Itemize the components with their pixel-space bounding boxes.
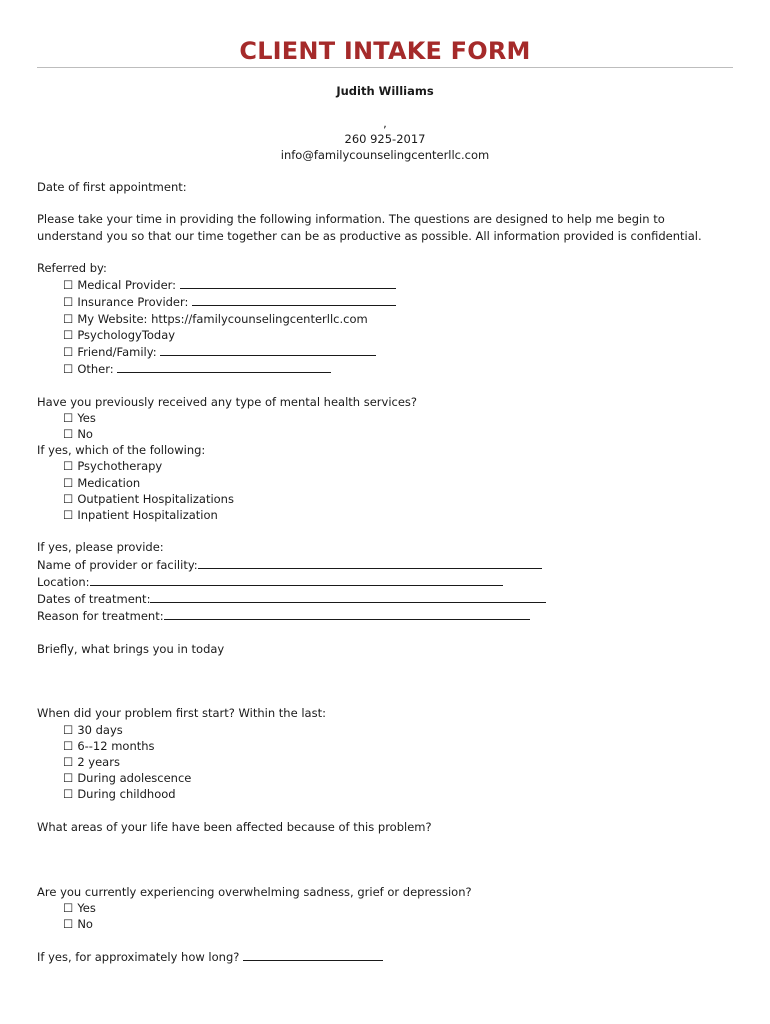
provider-name-line[interactable]	[198, 556, 542, 569]
sadness-no[interactable]: ☐ No	[63, 917, 93, 932]
location-field[interactable]: Location:	[37, 573, 733, 590]
referral-option-medical[interactable]: ☐ Medical Provider:	[37, 276, 733, 293]
prior-services-no[interactable]: ☐ No	[63, 427, 93, 441]
friend-family-line[interactable]	[160, 343, 376, 356]
prior-services-question: Have you previously received any type of mental health services?	[37, 394, 418, 409]
treatment-reason-line[interactable]	[164, 607, 530, 620]
checkbox-icon[interactable]: ☐	[63, 459, 74, 474]
checkbox-icon[interactable]: ☐	[63, 311, 74, 326]
referred-by-label: Referred by:	[37, 260, 107, 275]
checkbox-icon[interactable]: ☐	[63, 900, 74, 915]
problem-start-2-years[interactable]: ☐ 2 years	[63, 755, 120, 770]
problem-start-adolescence[interactable]: ☐ During adolescence	[63, 771, 192, 786]
areas-affected-question: What areas of your life have been affected because of this problem?	[37, 819, 432, 834]
email-address: info@familycounselingcenterllc.com	[280, 148, 490, 162]
duration-line[interactable]	[243, 948, 383, 961]
medical-provider-line[interactable]	[180, 276, 396, 289]
sadness-question: Are you currently experiencing overwhelming sadness, grief or depression?	[37, 884, 472, 899]
first-appointment-label: Date of first appointment:	[37, 180, 187, 194]
checkbox-icon[interactable]: ☐	[63, 345, 74, 359]
problem-start-question: When did your problem first start? Within the last:	[37, 706, 326, 721]
provider-name-field[interactable]: Name of provider or facility:	[37, 556, 733, 573]
treatment-dates-line[interactable]	[150, 590, 546, 603]
phone-number: 260 925-2017	[344, 132, 426, 146]
checkbox-icon[interactable]: ☐	[63, 491, 74, 506]
referral-option-other[interactable]: ☐ Other:	[37, 360, 733, 377]
checkbox-icon[interactable]: ☐	[63, 508, 74, 523]
treatment-reason-field[interactable]: Reason for treatment:	[37, 607, 733, 624]
brings-you-in-question: Briefly, what brings you in today	[37, 641, 225, 656]
service-type-followup: If yes, which of the following:	[37, 443, 206, 458]
checkbox-icon[interactable]: ☐	[63, 295, 74, 310]
referral-option-website[interactable]: ☐ My Website: https://familycounselingcenterllc.com	[63, 311, 368, 326]
checkbox-icon[interactable]: ☐	[63, 787, 74, 802]
checkbox-icon[interactable]: ☐	[63, 410, 74, 425]
form-title: CLIENT INTAKE FORM	[239, 37, 531, 65]
checkbox-icon[interactable]: ☐	[63, 475, 74, 490]
checkbox-icon[interactable]: ☐	[63, 362, 74, 377]
service-type-outpatient[interactable]: ☐ Outpatient Hospitalizations	[63, 491, 234, 506]
checkbox-icon[interactable]: ☐	[63, 917, 74, 932]
referral-option-psychologytoday[interactable]: ☐ PsychologyToday	[63, 327, 176, 342]
checkbox-icon[interactable]: ☐	[63, 738, 74, 753]
other-referral-line[interactable]	[117, 360, 331, 373]
duration-field[interactable]: If yes, for approximately how long?	[37, 948, 733, 965]
checkbox-icon[interactable]: ☐	[63, 327, 74, 342]
service-type-medication[interactable]: ☐ Medication	[63, 475, 141, 490]
form-page	[37, 0, 733, 966]
checkbox-icon[interactable]: ☐	[63, 278, 74, 293]
problem-start-6-12-months[interactable]: ☐ 6--12 months	[63, 738, 155, 753]
problem-start-childhood[interactable]: ☐ During childhood	[63, 787, 176, 802]
insurance-provider-line[interactable]	[192, 293, 396, 306]
service-type-psychotherapy[interactable]: ☐ Psychotherapy	[63, 459, 163, 474]
treatment-dates-field[interactable]: Dates of treatment:	[37, 590, 733, 607]
referral-option-friend[interactable]: ☐ Friend/Family:	[37, 343, 733, 360]
checkbox-icon[interactable]: ☐	[63, 771, 74, 786]
checkbox-icon[interactable]: ☐	[63, 755, 74, 770]
checkbox-icon[interactable]: ☐	[63, 427, 74, 441]
checkbox-icon[interactable]: ☐	[63, 722, 74, 737]
counselor-name: Judith Williams	[336, 84, 434, 98]
service-type-inpatient[interactable]: ☐ Inpatient Hospitalization	[63, 508, 218, 523]
provider-details-label: If yes, please provide:	[37, 540, 164, 555]
referral-option-insurance[interactable]: ☐ Insurance Provider:	[37, 293, 733, 310]
prior-services-yes[interactable]: ☐ Yes	[63, 410, 96, 425]
sadness-yes[interactable]: ☐ Yes	[63, 900, 96, 915]
problem-start-30-days[interactable]: ☐ 30 days	[63, 722, 123, 737]
intro-paragraph: Please take your time in providing the following information. The questions are designed to help me begin to understand you so that our time together can be as productive as possible. All information provided is confidential.	[37, 212, 702, 243]
location-line[interactable]	[90, 573, 503, 586]
address-comma: ,	[383, 116, 387, 130]
